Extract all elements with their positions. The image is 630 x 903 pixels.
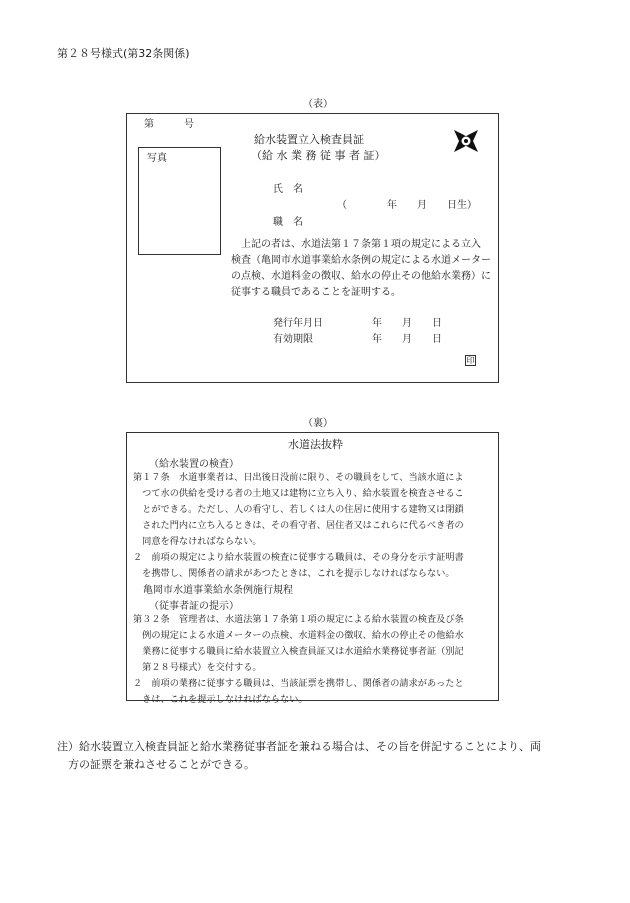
certification-line: の点検、水道料金の徴収、給水の停止その他給水業務）に	[231, 271, 491, 282]
article-line: 第３２条 管理者は、水道法第１７条第１項の規定による給水装置の検査及び条	[133, 614, 464, 625]
article-line: 第２８号様式）を交付する。	[133, 662, 262, 673]
photo-box	[138, 147, 221, 255]
section-caption: （給水装置の検査）	[149, 459, 239, 470]
photo-label: 写真	[147, 153, 167, 164]
issue-date-label: 発行年月日	[273, 318, 323, 329]
front-card	[126, 113, 499, 383]
article-line: ２ 前項の規定により給水装置の検査に従事する職員は、その身分を示す証明書	[133, 552, 464, 563]
back-card	[126, 432, 499, 705]
certification-line: 従事する職員であることを証明する。	[231, 287, 401, 298]
article-line: つて水の供給を受ける者の土地又は建物に立ち入り、給水装置を検査させるこ	[133, 488, 464, 499]
card-subtitle: （給 水 業 務 従 事 者 証）	[251, 149, 386, 162]
article-line: きは、これを提示しなければならない。	[133, 694, 308, 705]
regulation-title: 亀岡市水道事業給水条例施行規程	[143, 585, 293, 596]
certification-line: 上記の者は、水道法第１７条第１項の規定による立入	[241, 239, 481, 250]
certification-text	[231, 237, 491, 301]
expiry-date-label: 有効期限	[273, 334, 313, 345]
card-number-label: 第 号	[144, 119, 194, 130]
issue-date-value: 年 月 日	[372, 318, 442, 329]
card-title: 給水装置立入検査員証	[254, 133, 364, 146]
regulation-article-32	[133, 612, 464, 708]
article-line: とができる。ただし、人の看守し、若しくは人の住居に使用する建物又は閉鎖	[133, 504, 464, 515]
footnote-line: 方の証票を兼ねさせることができる。	[57, 758, 255, 771]
footnote-line: 注）給水装置立入検査員証と給水業務従事者証を兼ねる場合は、その旨を併記することにより、両	[57, 740, 541, 753]
back-heading: （裏）	[303, 418, 333, 429]
article-line: ２ 前項の業務に従事する職員は、当該証票を携帯し、関係者の請求があったと	[133, 678, 464, 689]
article-line: された門内に立ち入るときは、その看守者、居住者又はこれらに代るべき者の	[133, 520, 464, 531]
certification-line: 検査（亀岡市水道事業給水条例の規定による水道メーター	[231, 255, 491, 266]
footnote	[57, 738, 541, 774]
article-line: 業務に従事する職員に給水装置立入検査員証又は水道給水業務従事者証（別記	[133, 646, 464, 657]
position-label: 職 名	[273, 217, 303, 228]
article-line: 例の規定による水道メーターの点検、水道料金の徴収、給水の停止その他給水	[133, 630, 464, 641]
excerpt-title: 水道法抜粋	[288, 438, 343, 451]
front-heading: （表）	[303, 99, 333, 110]
expiry-date-value: 年 月 日	[372, 334, 442, 345]
name-label: 氏 名	[273, 184, 303, 195]
waterworks-act-article-17	[133, 470, 464, 582]
city-emblem-icon	[452, 128, 480, 154]
article-line: 第１７条 水道事業者は、日出後日没前に限り、その職員をして、当該水道によ	[133, 472, 464, 483]
form-number-header: 第２８号様式(第32条関係)	[57, 47, 190, 60]
birth-date-line: （ 年 月 日生）	[337, 200, 477, 211]
section-caption: （従事者証の提示）	[149, 601, 239, 612]
seal-mark: 印	[466, 356, 475, 365]
article-line: 同意を得なければならない。	[133, 536, 262, 547]
article-line: を携帯し、関係者の請求があつたときは、これを提示しなければならない。	[133, 568, 455, 579]
